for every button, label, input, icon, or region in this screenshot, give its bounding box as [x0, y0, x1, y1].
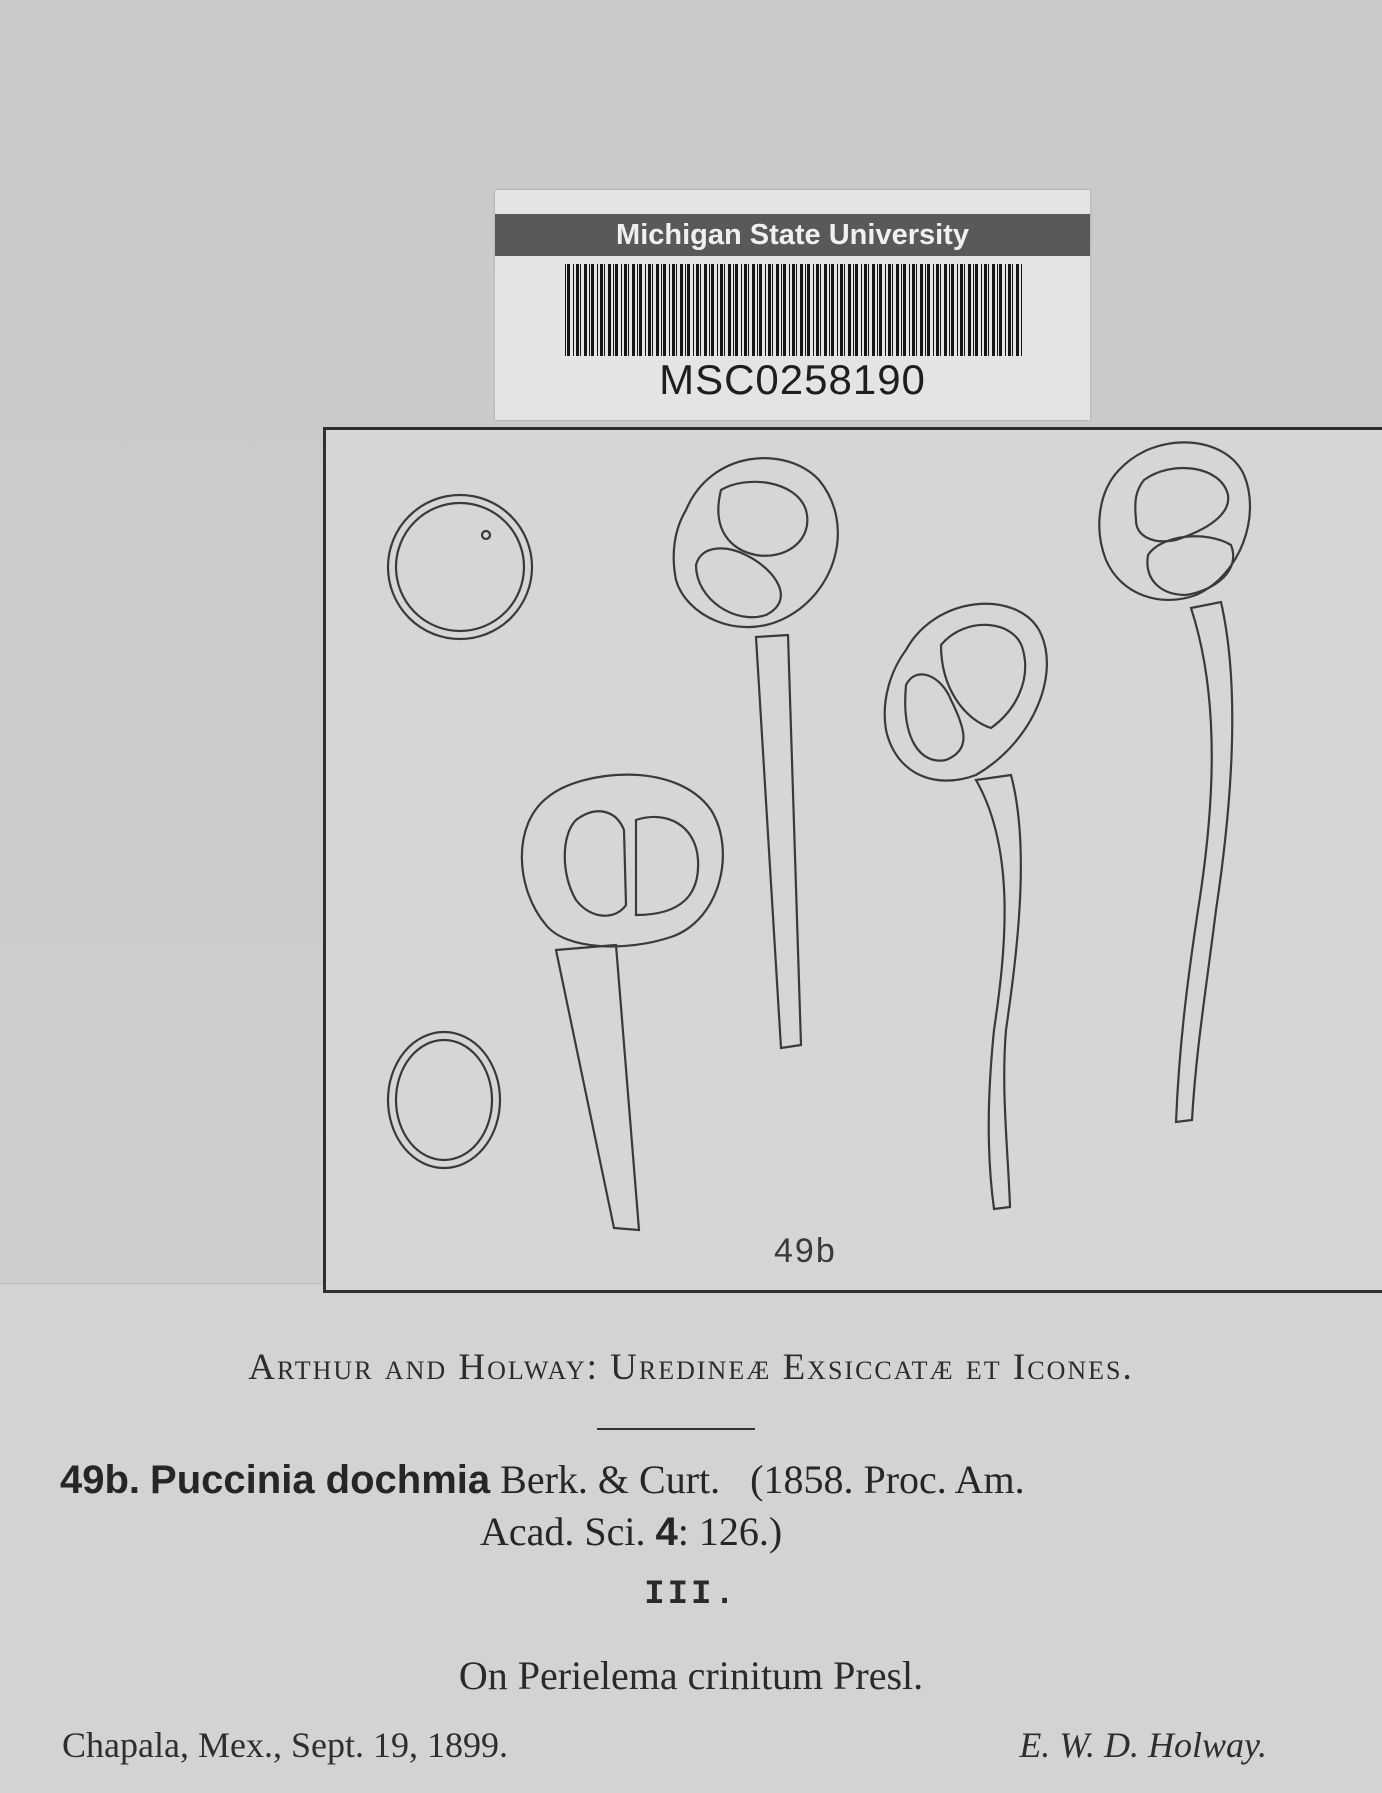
entry-number: 49b. [60, 1458, 141, 1502]
entry-line [60, 1456, 1025, 1503]
barcode-graphic [565, 264, 1025, 356]
urediniospore-2 [388, 1032, 500, 1168]
urediniospore-1 [388, 495, 532, 639]
institution-name: Michigan State University [495, 214, 1090, 256]
divider-rule [597, 1428, 755, 1430]
teliospore-center [674, 458, 838, 1048]
teliospore-right [1099, 442, 1250, 1122]
collection-locality: Chapala, Mex., Sept. 19, 1899. [62, 1725, 508, 1765]
collector-name: E. W. D. Holway. [1019, 1725, 1267, 1765]
teliospore-left [522, 775, 723, 1230]
spore-stage: III. [644, 1576, 738, 1614]
spore-drawings [326, 430, 1382, 1290]
citation-line-1: (1858. Proc. Am. [750, 1457, 1025, 1502]
host-plant: On Perielema crinitum Presl. [458, 1653, 924, 1698]
series-title: Arthur and Holway: Uredineæ Exsiccatæ et Icones. [248, 1347, 1134, 1388]
citation-journal: Acad. Sci. [480, 1509, 646, 1554]
citation-volume: 4 [655, 1510, 678, 1554]
citation-line-2 [480, 1508, 782, 1555]
teliospore-middle [885, 604, 1047, 1209]
barcode-label [495, 190, 1090, 420]
citation-page: : 126.) [677, 1509, 783, 1554]
illustration-plate [323, 427, 1382, 1293]
catalog-number: MSC0258190 [659, 356, 926, 403]
plate-number: 49b [774, 1232, 837, 1270]
species-name: Puccinia dochmia [150, 1458, 491, 1502]
authority: Berk. & Curt. [500, 1457, 721, 1502]
